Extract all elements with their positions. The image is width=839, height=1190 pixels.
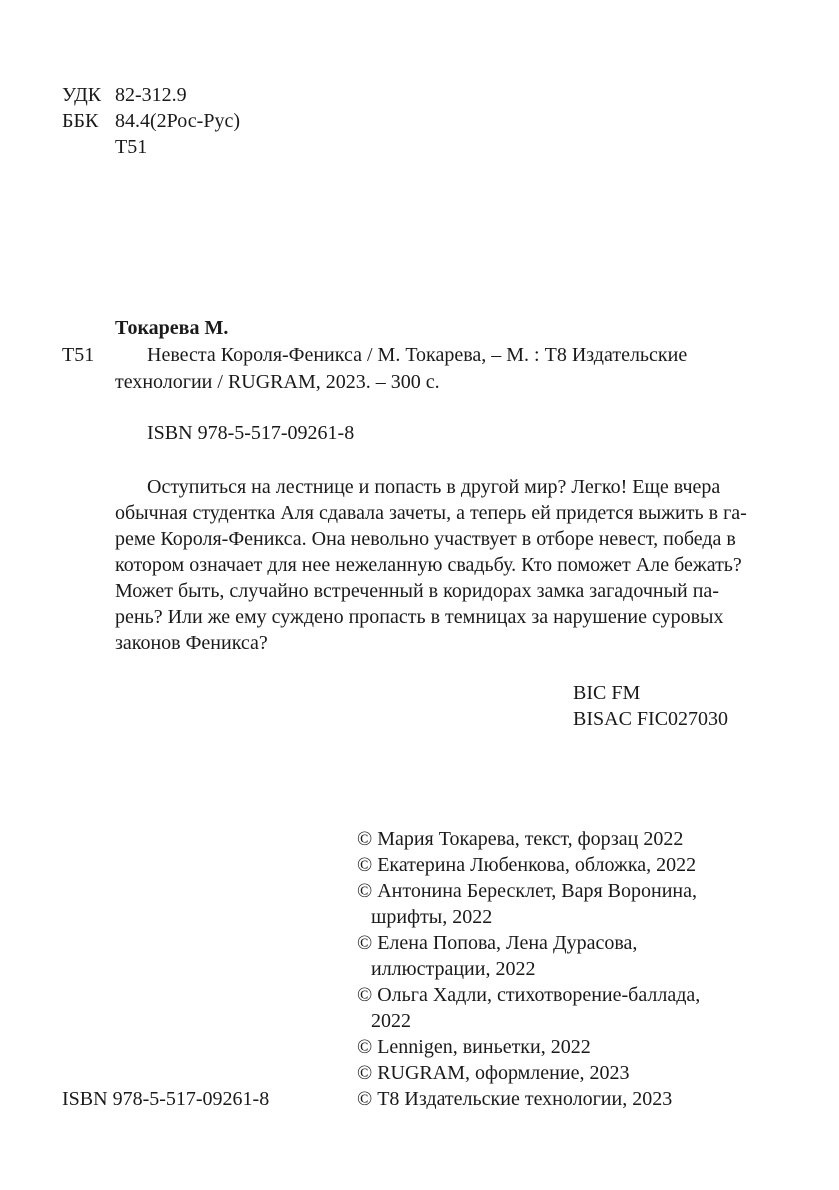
copyright-line: иллюстрации, 2022 bbox=[371, 958, 536, 980]
annotation-line: Оступиться на лестнице и попасть в другой мир? Легко! Еще вчера bbox=[147, 476, 721, 498]
copyright-line: © Ольга Хадли, стихотворение-баллада, bbox=[357, 984, 701, 1006]
copyright-line: © Елена Попова, Лена Дурасова, bbox=[357, 932, 638, 954]
bbk-label: ББК bbox=[62, 110, 99, 132]
bic-code: BIC FM bbox=[573, 682, 641, 704]
annotation-line: рень? Или же ему суждено пропасть в темницах за нарушение суровых bbox=[115, 606, 724, 628]
bibliography-isbn: ISBN 978-5-517-09261-8 bbox=[147, 422, 355, 444]
footer-isbn: ISBN 978-5-517-09261-8 bbox=[62, 1088, 270, 1110]
annotation-line: обычная студентка Аля сдавала зачеты, а теперь ей придется выжить в га- bbox=[115, 502, 747, 524]
annotation-line: законов Феникса? bbox=[115, 632, 268, 654]
udk-value: 82-312.9 bbox=[115, 84, 187, 106]
copyright-line: © Антонина Бересклет, Варя Воронина, bbox=[357, 880, 697, 902]
bibliography-line-2: технологии / RUGRAM, 2023. – 300 с. bbox=[115, 371, 440, 393]
copyright-line: © RUGRAM, оформление, 2023 bbox=[357, 1062, 630, 1084]
annotation-line: реме Короля-Феникса. Она невольно участвует в отборе невест, победа в bbox=[115, 528, 736, 550]
annotation-line: котором означает для нее нежеланную свадьбу. Кто поможет Але бежать? bbox=[115, 554, 742, 576]
author-heading: Токарева М. bbox=[115, 317, 229, 339]
udk-label: УДК bbox=[62, 84, 102, 106]
bibliography-line-1: Невеста Короля-Феникса / М. Токарева, – М. : Т8 Издательские bbox=[147, 344, 688, 366]
author-mark-entry: Т51 bbox=[62, 344, 95, 366]
bbk-value: 84.4(2Рос-Рус) bbox=[115, 110, 240, 132]
copyright-line: шрифты, 2022 bbox=[371, 906, 493, 928]
author-mark-top: Т51 bbox=[115, 136, 148, 158]
copyright-line: © Екатерина Любенкова, обложка, 2022 bbox=[357, 854, 697, 876]
bisac-code: BISAC FIC027030 bbox=[573, 708, 729, 730]
copyright-line: © Т8 Издательские технологии, 2023 bbox=[357, 1088, 673, 1110]
copyright-line: © Мария Токарева, текст, форзац 2022 bbox=[357, 828, 684, 850]
annotation-line: Может быть, случайно встреченный в коридорах замка загадочный па- bbox=[115, 580, 719, 602]
copyright-line: © Lennigen, виньетки, 2022 bbox=[357, 1036, 591, 1058]
copyright-line: 2022 bbox=[371, 1010, 411, 1032]
